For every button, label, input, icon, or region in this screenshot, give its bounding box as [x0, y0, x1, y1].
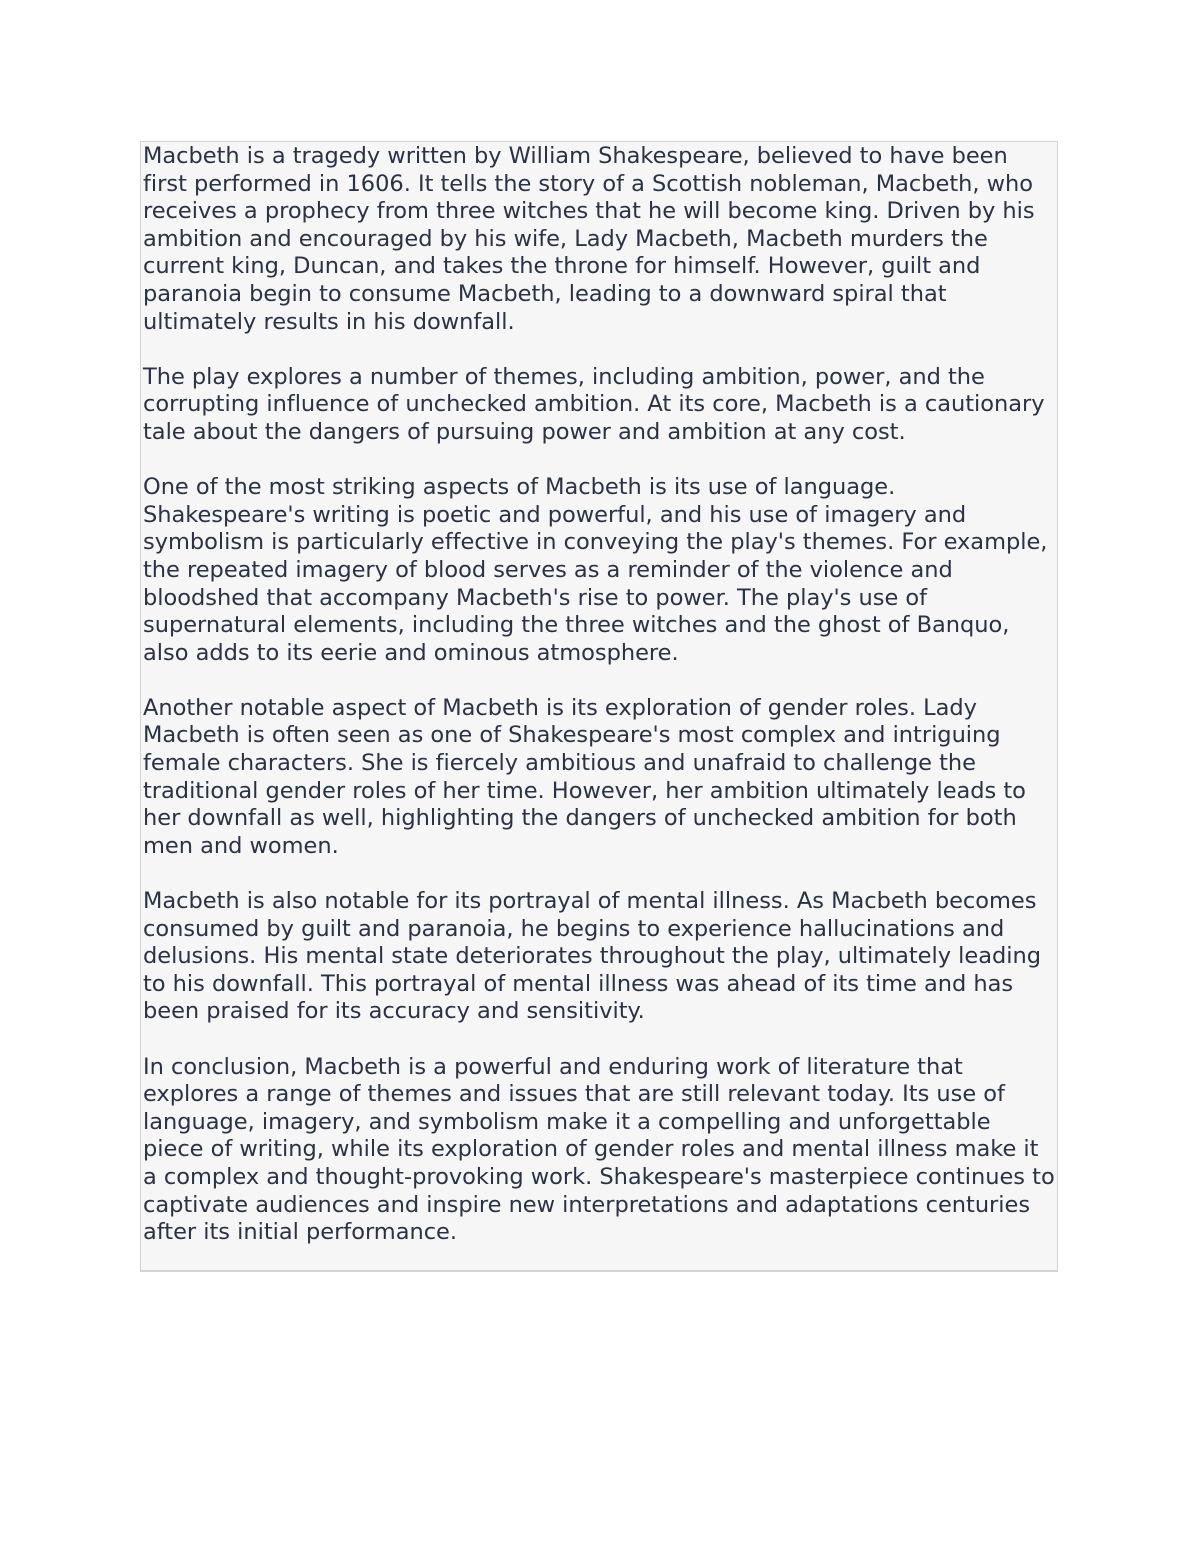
paragraph-gender-roles: Another notable aspect of Macbeth is its exploration of gender roles. Lady Macbeth is often seen as one of Shakespeare's most complex and intriguing female characters. She is fiercely ambitious and unafraid to challenge the traditional gender roles of her time. However, her ambition ultimately leads to her downfall as well, highlighting the dangers of unchecked ambition for both men and women. [143, 694, 1026, 859]
essay-text-box [140, 141, 1058, 1272]
paragraph-conclusion: In conclusion, Macbeth is a powerful and enduring work of literature that explores a range of themes and issues that are still relevant today. Its use of language, imagery, and symbolism make it a compelling and unforgettable piece of writing, while its exploration of gender roles and mental illness make it a complex and thought-provoking work. Shakespeare's masterpiece continues to captivate audiences and inspire new interpretations and adaptations centuries after its initial performance. [143, 1053, 1055, 1246]
paragraph-themes: The play explores a number of themes, including ambition, power, and the corrupting influence of unchecked ambition. At its core, Macbeth is a cautionary tale about the dangers of pursuing power and ambition at any cost. [143, 363, 1045, 445]
paragraph-mental-illness: Macbeth is also notable for its portrayal of mental illness. As Macbeth becomes consumed by guilt and paranoia, he begins to experience hallucinations and delusions. His mental state deteriorates throughout the play, ultimately leading to his downfall. This portrayal of mental illness was ahead of its time and has been praised for its accuracy and sensitivity. [143, 888, 1041, 1025]
paragraph-intro: Macbeth is a tragedy written by William Shakespeare, believed to have been first performed in 1606. It tells the story of a Scottish nobleman, Macbeth, who receives a prophecy from three witches that he will become king. Driven by his ambition and encouraged by his wife, Lady Macbeth, Macbeth murders the current king, Duncan, and takes the throne for himself. However, guilt and paranoia begin to consume Macbeth, leading to a downward spiral that ultimately results in his downfall. [143, 143, 1035, 335]
paragraph-language: One of the most striking aspects of Macbeth is its use of language. Shakespeare's writing is poetic and powerful, and his use of imagery and symbolism is particularly effective in conveying the play's themes. For example, the repeated imagery of blood serves as a reminder of the violence and bloodshed that accompany Macbeth's rise to power. The play's use of supernatural elements, including the three witches and the ghost of Banquo, also adds to its eerie and ominous atmosphere. [143, 474, 1048, 666]
